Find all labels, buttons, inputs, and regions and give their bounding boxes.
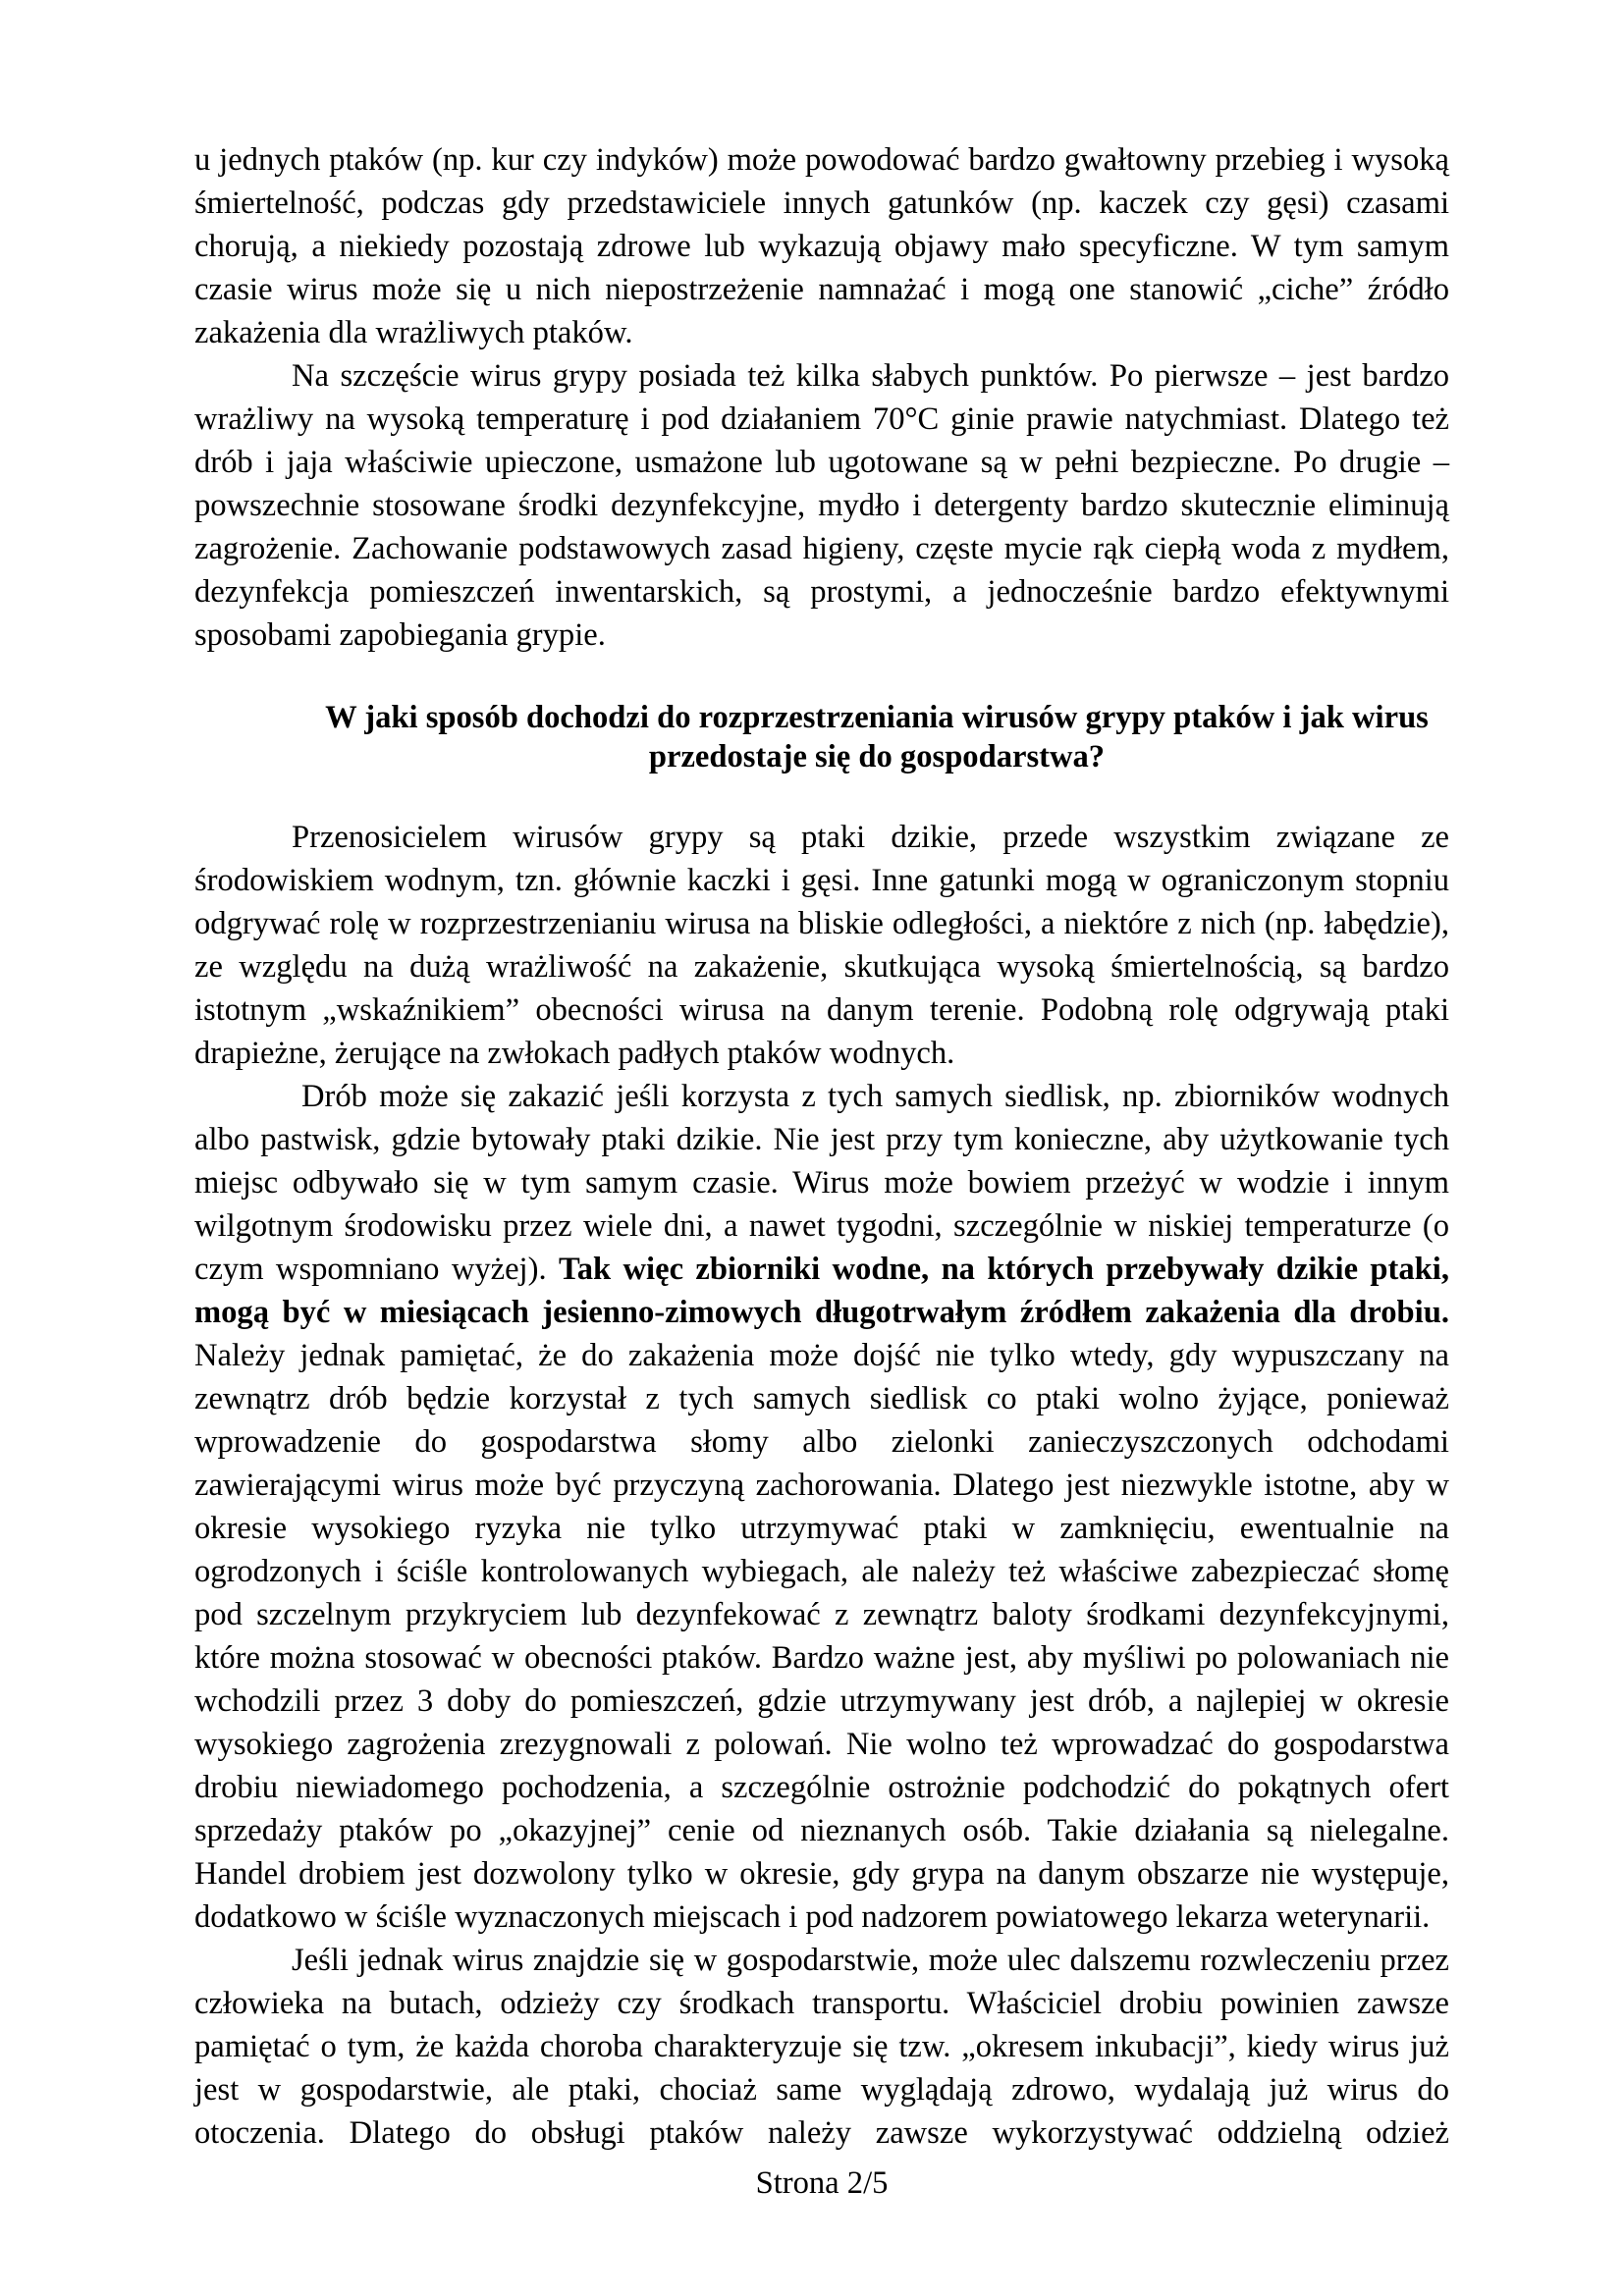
paragraph-spread-on-farm: Jeśli jednak wirus znajdzie się w gospodarstwie, może ulec dalszemu rozwleczeniu przez człowieka na butach, odzieży czy środkach transportu. Właściciel drobiu powinien zawsze pamiętać o tym, że każda choroba charakteryzuje się tzw. „okresem inkubacji”, kiedy wirus już jest w gospodarstwie, ale ptaki, chociaż same wyglądają zdrowo, wydalają już wirus do otoczenia. Dlatego do obsługi ptaków należy zawsze wykorzystywać oddzielną odzież xyxy=(194,1943,1449,2151)
page-number-footer: Strona 2/5 xyxy=(755,2165,889,2201)
paragraph-continuation: u jednych ptaków (np. kur czy indyków) może powodować bardzo gwałtowny przebieg i wysoką śmiertelność, podczas gdy przedstawiciele innych gatunków (np. kaczek czy gęsi) czasami chorują, a niekiedy pozostają zdrowe lub wykazują objawy mało specyficzne. W tym samym czasie wirus może się u nich niepostrzeżenie namnażać i mogą one stanowić „ciche” źródło zakażenia dla wrażliwych ptaków. xyxy=(194,142,1449,350)
page-body xyxy=(194,138,1449,2155)
section-heading xyxy=(194,698,1449,776)
section-heading-line-1: W jaki sposób dochodzi do rozprzestrzeniania wirusów grypy ptaków i jak wirus xyxy=(325,700,1429,735)
paragraph-poultry-infection xyxy=(194,1075,1449,1939)
paragraph-weak-points: Na szczęście wirus grypy posiada też kilka słabych punktów. Po pierwsze – jest bardzo wrażliwy na wysoką temperaturę i pod działaniem 70°C ginie prawie natychmiast. Dlatego też drób i jaja właściwie upieczone, usmażone lub ugotowane są w pełni bezpieczne. Po drugie – powszechnie stosowane środki dezynfekcyjne, mydło i detergenty bardzo skutecznie eliminują zagrożenie. Zachowanie podstawowych zasad higieny, częste mycie rąk ciepłą woda z mydłem, dezynfekcja pomieszczeń inwentarskich, są prostymi, a jednocześnie bardzo efektywnymi sposobami zapobiegania grypie. xyxy=(194,358,1449,653)
bold-emphasis: Tak więc zbiorniki wodne, na których przebywały dzikie ptaki, mogą być w miesiącach jesienno-zimowych długotrwałym źródłem zakażenia dla drobiu. xyxy=(194,1252,1449,1330)
spacer xyxy=(194,776,1449,816)
paragraph-text: Należy jednak pamiętać, że do zakażenia może dojść nie tylko wtedy, gdy wypuszczany na zewnątrz drób będzie korzystał z tych samych siedlisk co ptaki wolno żyjące, ponieważ wprowadzenie do gospodarstwa słomy albo zielonki zanieczyszczonych odchodami zawierającymi wirus może być przyczyną zachorowania. Dlatego jest niezwykle istotne, aby w okresie wysokiego ryzyka nie tylko utrzymywać ptaki w zamknięciu, ewentualnie na ogrodzonych i ściśle kontrolowanych wybiegach, ale należy też właściwe zabezpieczać słomę pod szczelnym przykryciem lub dezynfekować z zewnątrz baloty środkami dezynfekcyjnymi, które można stosować w obecności ptaków. Bardzo ważne jest, aby myśliwi po polowaniach nie wchodzili przez 3 doby do pomieszczeń, gdzie utrzymywany jest drób, a najlepiej w okresie wysokiego zagrożenia zrezygnowali z polowań. Nie wolno też wprowadzać do gospodarstwa drobiu niewiadomego pochodzenia, a szczególnie ostrożnie podchodzić do pokątnych ofert sprzedaży ptaków po „okazyjnej” cenie od nieznanych osób. Takie działania są nielegalne. Handel drobiem jest dozwolony tylko w okresie, gdy grypa na danym obszarze nie występuje, dodatkowo w ściśle wyznaczonych miejscach i pod nadzorem powiatowego lekarza weterynarii. xyxy=(194,1338,1449,1935)
paragraph-carriers: Przenosicielem wirusów grypy są ptaki dzikie, przede wszystkim związane ze środowiskiem wodnym, tzn. głównie kaczki i gęsi. Inne gatunki mogą w ograniczonym stopniu odgrywać rolę w rozprzestrzenianiu wirusa na bliskie odległości, a niektóre z nich (np. łabędzie), ze względu na dużą wrażliwość na zakażenie, skutkująca wysoką śmiertelnością, są bardzo istotnym „wskaźnikiem” obecności wirusa na danym terenie. Podobną rolę odgrywają ptaki drapieżne, żerujące na zwłokach padłych ptaków wodnych. xyxy=(194,820,1449,1071)
paragraph-text: Drób może się zakazić jeśli korzysta z tych samych siedlisk, np. zbiorników wodnych albo pastwisk, gdzie bytowały ptaki dzikie. Nie jest przy tym konieczne, aby użytkowanie tych miejsc odbywało się w tym samym czasie. Wirus może bowiem przeżyć w wodzie i innym wilgotnym środowisku przez wiele dni, a nawet tygodni, szczególnie w niskiej temperaturze (o czym wspomniano wyżej). xyxy=(194,1079,1449,1287)
section-heading-line-2: przedostaje się do gospodarstwa? xyxy=(648,739,1106,774)
